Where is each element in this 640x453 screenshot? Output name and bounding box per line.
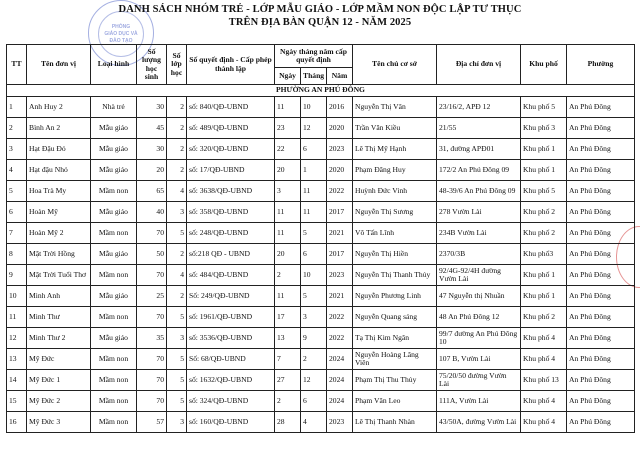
cell-ngay: 20 — [275, 244, 301, 265]
cell-loai-hinh: Mẫu giáo — [91, 202, 137, 223]
document-header — [0, 4, 640, 29]
cell-ten-don-vi: Mỹ Đức — [27, 349, 91, 370]
cell-phuong: An Phú Đông — [567, 139, 635, 160]
cell-phuong: An Phú Đông — [567, 97, 635, 118]
cell-so-luong-hoc-sinh: 35 — [137, 328, 167, 349]
cell-ten-chu: Huỳnh Đức Vinh — [353, 181, 437, 202]
cell-dia-chi: 92/4G-92/4H đường Vườn Lài — [437, 265, 521, 286]
cell-so-lop-hoc: 2 — [167, 286, 187, 307]
cell-loai-hinh: Mầm non — [91, 307, 137, 328]
cell-so-luong-hoc-sinh: 70 — [137, 265, 167, 286]
cell-nam: 2021 — [327, 223, 353, 244]
cell-so-quyet-dinh: số: 358/QĐ-UBND — [187, 202, 275, 223]
cell-phuong: An Phú Đông — [567, 202, 635, 223]
cell-so-luong-hoc-sinh: 70 — [137, 370, 167, 391]
cell-ten-don-vi: Mặt Trời Tuổi Thơ — [27, 265, 91, 286]
cell-khu-pho: Khu phố 4 — [521, 349, 567, 370]
cell-loai-hinh: Mầm non — [91, 265, 137, 286]
cell-ten-don-vi: Anh Huy 2 — [27, 97, 91, 118]
cell-thang: 6 — [301, 391, 327, 412]
cell-nam: 2023 — [327, 265, 353, 286]
cell-ten-chu: Lê Thị Thanh Nhàn — [353, 412, 437, 433]
cell-so-lop-hoc: 3 — [167, 412, 187, 433]
cell-so-quyet-dinh: số:218 QĐ - UBND — [187, 244, 275, 265]
cell-ten-don-vi: Minh Thư 2 — [27, 328, 91, 349]
cell-thang: 11 — [301, 181, 327, 202]
cell-khu-pho: Khu phố3 — [521, 244, 567, 265]
cell-so-quyet-dinh: số: 248/QĐ-UBND — [187, 223, 275, 244]
cell-ten-chu: Nguyễn Thị Vân — [353, 97, 437, 118]
cell-so-quyet-dinh: Số: 68/QĐ-UBND — [187, 349, 275, 370]
cell-loai-hinh: Mẫu giáo — [91, 118, 137, 139]
cell-tt: 13 — [7, 349, 27, 370]
col-dia-chi: Địa chỉ đơn vị — [437, 45, 521, 85]
cell-dia-chi: 48-39/6 An Phú Đông 09 — [437, 181, 521, 202]
col-khu-pho: Khu phố — [521, 45, 567, 85]
cell-ten-chu: Phạm Thị Thu Thủy — [353, 370, 437, 391]
cell-phuong: An Phú Đông — [567, 160, 635, 181]
cell-khu-pho: Khu phố 5 — [521, 181, 567, 202]
cell-so-luong-hoc-sinh: 20 — [137, 160, 167, 181]
table-row — [7, 370, 635, 391]
col-loai-hinh: Loại hình — [91, 45, 137, 85]
cell-phuong: An Phú Đông — [567, 412, 635, 433]
cell-dia-chi: 107 B, Vườn Lài — [437, 349, 521, 370]
school-list-table — [6, 44, 635, 433]
table-row — [7, 349, 635, 370]
cell-khu-pho: Khu phố 1 — [521, 265, 567, 286]
cell-so-luong-hoc-sinh: 57 — [137, 412, 167, 433]
cell-nam: 2020 — [327, 160, 353, 181]
col-phuong: Phường — [567, 45, 635, 85]
cell-loai-hinh: Mầm non — [91, 370, 137, 391]
cell-ten-chu: Nguyễn Quang sáng — [353, 307, 437, 328]
cell-ngay: 17 — [275, 307, 301, 328]
stamp-line: ĐÀO TẠO — [109, 37, 133, 44]
cell-so-luong-hoc-sinh: 70 — [137, 223, 167, 244]
cell-ngay: 13 — [275, 328, 301, 349]
cell-ngay: 20 — [275, 160, 301, 181]
cell-thang: 1 — [301, 160, 327, 181]
cell-thang: 9 — [301, 328, 327, 349]
table-row — [7, 202, 635, 223]
cell-so-quyet-dinh: số: 324/QĐ-UBND — [187, 391, 275, 412]
cell-nam: 2021 — [327, 286, 353, 307]
document-title: DANH SÁCH NHÓM TRẺ - LỚP MẪU GIÁO - LỚP MẦM NON ĐỘC LẬP TƯ THỤC — [118, 4, 522, 15]
cell-thang: 2 — [301, 349, 327, 370]
cell-ten-chu: Võ Tấn Lĩnh — [353, 223, 437, 244]
cell-ten-chu: Lê Thị Mỹ Hạnh — [353, 139, 437, 160]
table-row — [7, 160, 635, 181]
cell-so-quyet-dinh: số: 160/QĐ-UBND — [187, 412, 275, 433]
cell-loai-hinh: Mẫu giáo — [91, 244, 137, 265]
cell-phuong: An Phú Đông — [567, 370, 635, 391]
cell-ten-don-vi: Hoàn Mỹ — [27, 202, 91, 223]
cell-nam: 2024 — [327, 391, 353, 412]
cell-nam: 2024 — [327, 370, 353, 391]
cell-dia-chi: 47 Nguyễn thị Nhuần — [437, 286, 521, 307]
cell-ten-don-vi: Hạt đậu Nhỏ — [27, 160, 91, 181]
cell-loai-hinh: Mầm non — [91, 181, 137, 202]
cell-khu-pho: Khu phố 2 — [521, 202, 567, 223]
cell-so-lop-hoc: 2 — [167, 118, 187, 139]
cell-khu-pho: Khu phố 1 — [521, 160, 567, 181]
cell-loai-hinh: Mẫu giáo — [91, 328, 137, 349]
cell-nam: 2022 — [327, 328, 353, 349]
cell-thang: 10 — [301, 97, 327, 118]
cell-so-quyet-dinh: số: 3536/QĐ-UBND — [187, 328, 275, 349]
section-row — [7, 85, 635, 97]
table-row — [7, 328, 635, 349]
cell-so-quyet-dinh: Số: 249/QĐ-UBND — [187, 286, 275, 307]
table-row — [7, 223, 635, 244]
cell-thang: 12 — [301, 118, 327, 139]
cell-tt: 7 — [7, 223, 27, 244]
cell-so-lop-hoc: 5 — [167, 391, 187, 412]
table-row — [7, 97, 635, 118]
cell-so-quyet-dinh: số: 1961/QĐ-UBND — [187, 307, 275, 328]
cell-dia-chi: 172/2 An Phú Đông 09 — [437, 160, 521, 181]
cell-so-lop-hoc: 2 — [167, 160, 187, 181]
cell-loai-hinh: Mẫu giáo — [91, 160, 137, 181]
cell-khu-pho: Khu phố 2 — [521, 223, 567, 244]
cell-nam: 2022 — [327, 307, 353, 328]
cell-tt: 6 — [7, 202, 27, 223]
cell-so-lop-hoc: 5 — [167, 349, 187, 370]
cell-thang: 6 — [301, 139, 327, 160]
cell-tt: 5 — [7, 181, 27, 202]
table-row — [7, 118, 635, 139]
cell-so-luong-hoc-sinh: 45 — [137, 118, 167, 139]
cell-tt: 12 — [7, 328, 27, 349]
cell-phuong: An Phú Đông — [567, 286, 635, 307]
cell-so-lop-hoc: 5 — [167, 370, 187, 391]
cell-thang: 3 — [301, 307, 327, 328]
cell-so-luong-hoc-sinh: 70 — [137, 391, 167, 412]
cell-so-lop-hoc: 4 — [167, 181, 187, 202]
cell-dia-chi: 99/7 đường An Phú Đông 10 — [437, 328, 521, 349]
cell-khu-pho: Khu phố 2 — [521, 307, 567, 328]
cell-tt: 9 — [7, 265, 27, 286]
cell-ngay: 11 — [275, 223, 301, 244]
cell-ten-chu: Nguyễn Thị Thanh Thủy — [353, 265, 437, 286]
cell-nam: 2020 — [327, 118, 353, 139]
cell-so-quyet-dinh: số: 320/QĐ-UBND — [187, 139, 275, 160]
cell-ten-don-vi: Hạt Đậu Đỏ — [27, 139, 91, 160]
cell-ten-don-vi: Bình An 2 — [27, 118, 91, 139]
cell-khu-pho: Khu phố 1 — [521, 286, 567, 307]
cell-ten-don-vi: Minh Anh — [27, 286, 91, 307]
table-row — [7, 412, 635, 433]
cell-dia-chi: 75/20/50 đường Vườn Lài — [437, 370, 521, 391]
cell-loai-hinh: Mầm non — [91, 391, 137, 412]
cell-ten-chu: Nguyễn Phương Linh — [353, 286, 437, 307]
table-row — [7, 181, 635, 202]
cell-ten-don-vi: Mặt Trời Hồng — [27, 244, 91, 265]
cell-so-luong-hoc-sinh: 40 — [137, 202, 167, 223]
cell-phuong: An Phú Đông — [567, 265, 635, 286]
cell-phuong: An Phú Đông — [567, 391, 635, 412]
cell-nam: 2022 — [327, 181, 353, 202]
cell-so-luong-hoc-sinh: 70 — [137, 349, 167, 370]
cell-tt: 14 — [7, 370, 27, 391]
cell-khu-pho: Khu phố 4 — [521, 412, 567, 433]
cell-thang: 6 — [301, 244, 327, 265]
cell-so-quyet-dinh: số: 17/QĐ-UBND — [187, 160, 275, 181]
cell-ngay: 7 — [275, 349, 301, 370]
stamp-line: PHÒNG — [111, 23, 131, 30]
cell-so-quyet-dinh: số: 484/QĐ-UBND — [187, 265, 275, 286]
cell-loai-hinh: Nhà trẻ — [91, 97, 137, 118]
cell-ten-don-vi: Hoa Trà My — [27, 181, 91, 202]
cell-ten-chu: Nguyễn Hoàng Lãng Viên — [353, 349, 437, 370]
cell-ngay: 2 — [275, 265, 301, 286]
cell-ngay: 27 — [275, 370, 301, 391]
cell-ten-chu: Phạm Đăng Huy — [353, 160, 437, 181]
cell-ngay: 11 — [275, 97, 301, 118]
table-row — [7, 139, 635, 160]
cell-dia-chi: 111A, Vườn Lài — [437, 391, 521, 412]
cell-loai-hinh: Mầm non — [91, 223, 137, 244]
cell-loai-hinh: Mẫu giáo — [91, 286, 137, 307]
cell-phuong: An Phú Đông — [567, 244, 635, 265]
cell-khu-pho: Khu phố 4 — [521, 328, 567, 349]
cell-so-lop-hoc: 5 — [167, 307, 187, 328]
cell-phuong: An Phú Đông — [567, 349, 635, 370]
cell-ten-don-vi: Mỹ Đức 2 — [27, 391, 91, 412]
cell-phuong: An Phú Đông — [567, 223, 635, 244]
cell-loai-hinh: Mầm non — [91, 349, 137, 370]
cell-thang: 5 — [301, 223, 327, 244]
col-so-quyet-dinh: Số quyết định - Cấp phép thành lập — [187, 45, 275, 85]
cell-ngay: 28 — [275, 412, 301, 433]
col-ngay: Ngày — [275, 68, 301, 85]
cell-ten-chu: Nguyễn Thị Hiền — [353, 244, 437, 265]
cell-loai-hinh: Mầm non — [91, 412, 137, 433]
cell-so-luong-hoc-sinh: 30 — [137, 97, 167, 118]
cell-ngay: 11 — [275, 202, 301, 223]
cell-khu-pho: Khu phố 3 — [521, 118, 567, 139]
cell-so-lop-hoc: 5 — [167, 223, 187, 244]
cell-khu-pho: Khu phố 5 — [521, 97, 567, 118]
col-nam: Năm — [327, 68, 353, 85]
cell-dia-chi: 23/16/2, APĐ 12 — [437, 97, 521, 118]
cell-so-quyet-dinh: số: 3638/QĐ-UBND — [187, 181, 275, 202]
cell-nam: 2017 — [327, 202, 353, 223]
cell-ten-chu: Nguyễn Thị Sương — [353, 202, 437, 223]
cell-tt: 15 — [7, 391, 27, 412]
cell-so-lop-hoc: 2 — [167, 244, 187, 265]
cell-tt: 10 — [7, 286, 27, 307]
cell-ngay: 22 — [275, 139, 301, 160]
table-row — [7, 286, 635, 307]
section-title: PHƯỜNG AN PHÚ ĐÔNG — [7, 85, 635, 97]
col-so-lop-hoc: Số lớp học — [167, 45, 187, 85]
cell-dia-chi: 278 Vườn Lài — [437, 202, 521, 223]
cell-nam: 2024 — [327, 349, 353, 370]
cell-ten-chu: Trần Văn Kiều — [353, 118, 437, 139]
cell-dia-chi: 21/55 — [437, 118, 521, 139]
document-subtitle: TRÊN ĐỊA BÀN QUẬN 12 - NĂM 2025 — [228, 16, 412, 28]
cell-so-lop-hoc: 2 — [167, 139, 187, 160]
table-row — [7, 244, 635, 265]
cell-thang: 10 — [301, 265, 327, 286]
cell-nam: 2016 — [327, 97, 353, 118]
cell-khu-pho: Khu phố 1 — [521, 139, 567, 160]
cell-phuong: An Phú Đông — [567, 181, 635, 202]
cell-ten-chu: Phạm Văn Leo — [353, 391, 437, 412]
cell-tt: 11 — [7, 307, 27, 328]
cell-so-luong-hoc-sinh: 25 — [137, 286, 167, 307]
col-tt: TT — [7, 45, 27, 85]
table-body — [7, 85, 635, 433]
col-ten-chu: Tên chủ cơ sở — [353, 45, 437, 85]
table-header — [7, 45, 635, 85]
cell-tt: 2 — [7, 118, 27, 139]
col-ngay-cap: Ngày tháng năm cấp quyết định — [275, 45, 353, 68]
cell-loai-hinh: Mẫu giáo — [91, 139, 137, 160]
cell-thang: 4 — [301, 412, 327, 433]
cell-so-luong-hoc-sinh: 50 — [137, 244, 167, 265]
cell-so-quyet-dinh: số: 840/QĐ-UBND — [187, 97, 275, 118]
col-so-luong-hoc-sinh: Số lượng học sinh — [137, 45, 167, 85]
cell-dia-chi: 2370/3B — [437, 244, 521, 265]
cell-ngay: 23 — [275, 118, 301, 139]
cell-so-luong-hoc-sinh: 70 — [137, 307, 167, 328]
table-row — [7, 391, 635, 412]
cell-khu-pho: Khu phố 13 — [521, 370, 567, 391]
cell-tt: 1 — [7, 97, 27, 118]
cell-dia-chi: 48 An Phú Đông 12 — [437, 307, 521, 328]
cell-ngay: 3 — [275, 181, 301, 202]
cell-phuong: An Phú Đông — [567, 328, 635, 349]
col-thang: Tháng — [301, 68, 327, 85]
cell-tt: 16 — [7, 412, 27, 433]
cell-nam: 2023 — [327, 139, 353, 160]
cell-ten-don-vi: Minh Thư — [27, 307, 91, 328]
cell-nam: 2017 — [327, 244, 353, 265]
cell-so-lop-hoc: 3 — [167, 202, 187, 223]
cell-thang: 5 — [301, 286, 327, 307]
cell-so-lop-hoc: 3 — [167, 328, 187, 349]
cell-dia-chi: 31, đường APĐ01 — [437, 139, 521, 160]
cell-tt: 8 — [7, 244, 27, 265]
table-row — [7, 307, 635, 328]
cell-tt: 3 — [7, 139, 27, 160]
cell-tt: 4 — [7, 160, 27, 181]
cell-so-luong-hoc-sinh: 65 — [137, 181, 167, 202]
cell-nam: 2023 — [327, 412, 353, 433]
col-ten-don-vi: Tên đơn vị — [27, 45, 91, 85]
cell-so-quyet-dinh: số: 1632/QĐ-UBND — [187, 370, 275, 391]
cell-dia-chi: 234B Vườn Lài — [437, 223, 521, 244]
cell-ten-don-vi: Mỹ Đức 3 — [27, 412, 91, 433]
stamp-line: GIÁO DỤC VÀ — [104, 30, 138, 37]
cell-phuong: An Phú Đông — [567, 118, 635, 139]
cell-ngay: 2 — [275, 391, 301, 412]
table-row — [7, 265, 635, 286]
cell-thang: 12 — [301, 370, 327, 391]
cell-dia-chi: 43/50A, đường Vườn Lài — [437, 412, 521, 433]
cell-ten-don-vi: Hoàn Mỹ 2 — [27, 223, 91, 244]
cell-so-quyet-dinh: số: 489/QĐ-UBND — [187, 118, 275, 139]
cell-thang: 11 — [301, 202, 327, 223]
cell-so-lop-hoc: 2 — [167, 97, 187, 118]
cell-so-luong-hoc-sinh: 30 — [137, 139, 167, 160]
cell-khu-pho: Khu phố 4 — [521, 391, 567, 412]
cell-ten-don-vi: Mỹ Đức 1 — [27, 370, 91, 391]
cell-phuong: An Phú Đông — [567, 307, 635, 328]
cell-ngay: 11 — [275, 286, 301, 307]
cell-so-lop-hoc: 4 — [167, 265, 187, 286]
cell-ten-chu: Tạ Thị Kim Ngân — [353, 328, 437, 349]
